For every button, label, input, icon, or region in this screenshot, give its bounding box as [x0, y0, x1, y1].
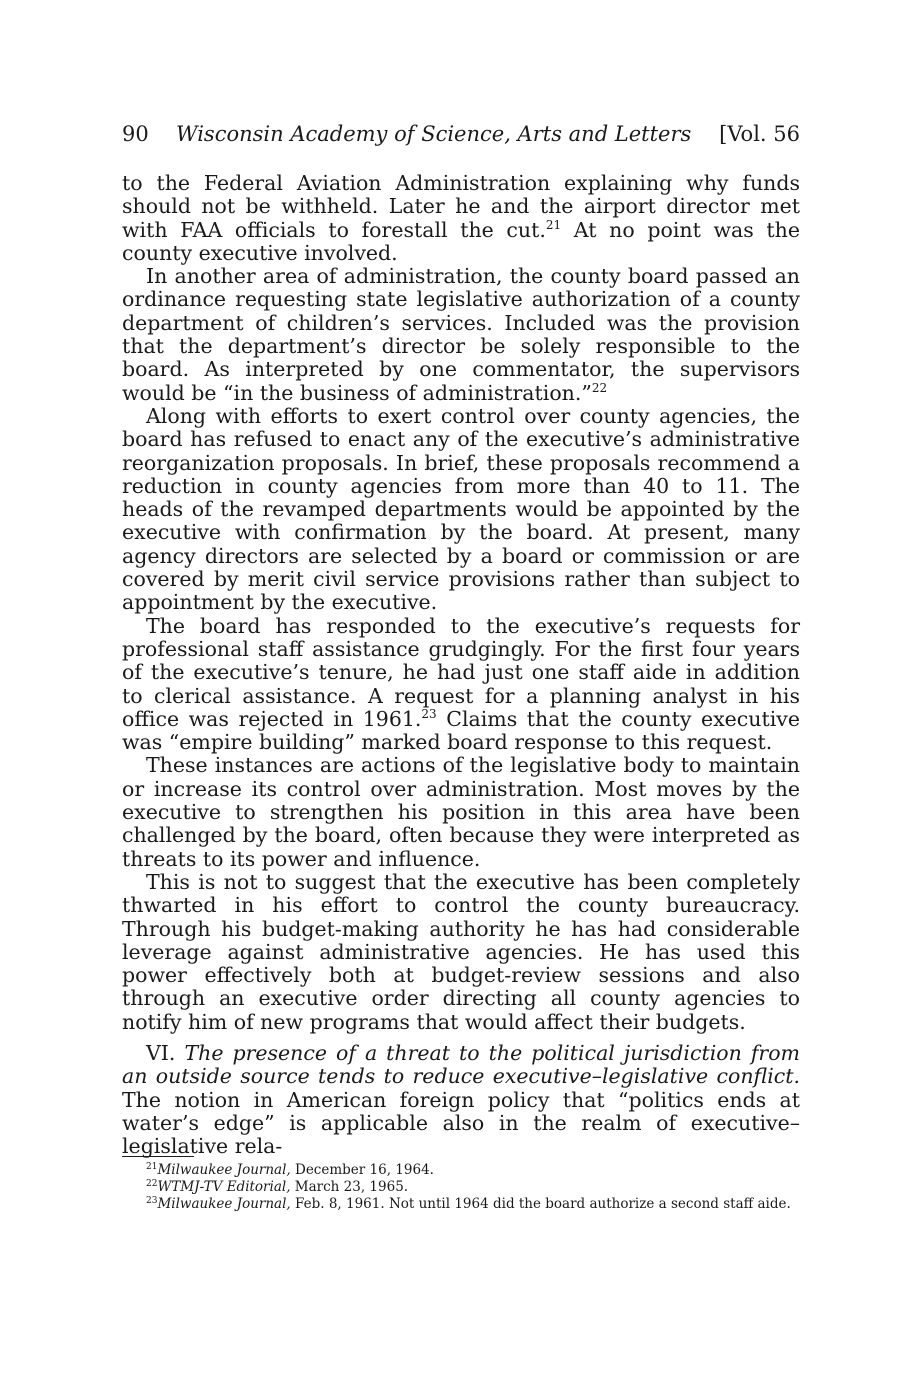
paragraph-3: Along with efforts to exert control over county agencies, the board has refused to enact any of the executive’s administrative reorganization proposals. In brief, these proposals recommend a reduction in county agencies from more than 40 to 11. The heads of the revamped departments would be appointed by the executive with confirmation by the board. At present, many agency directors are selected by a board or commission or are covered by merit civil service provisions rather than subject to appointment by the executive.: [122, 403, 800, 615]
body-text: [122, 172, 800, 1158]
page-number: 90: [122, 122, 149, 146]
footnote-divider: [122, 1156, 194, 1157]
footnotes: [122, 1162, 800, 1213]
paragraph-7-proposition: VI. The presence of a threat to the political jurisdiction from an outside source tends to reduce executive–legislative conflict. The notion in American foreign policy that “politics ends at water’s edge” is applicable also in the realm of executive–legislative rela-: [122, 1040, 800, 1159]
footnote-ref-21: 21: [545, 217, 562, 232]
volume-label: [Vol. 56: [719, 122, 800, 146]
paragraph-4: The board has responded to the executive’s requests for professional staff assistance grudgingly. For the first four years of the executive’s tenure, he had just one staff aide in addition to clerical assistance. A request for a planning analyst in his office was rejected in 1961.23 Claims that the county executive was “empire building” marked board response to this request.: [122, 613, 800, 755]
journal-title: Wisconsin Academy of Science, Arts and Letters: [176, 122, 692, 146]
paragraph-5: These instances are actions of the legislative body to maintain or increase its control over administration. Most moves by the executive to strengthen his position in this area have been challenged by the board, often because they were interpreted as threats to its power and influence.: [122, 753, 800, 871]
proposition-numeral: VI.: [146, 1040, 185, 1065]
footnote-ref-22: 22: [591, 380, 608, 395]
footnote-21: $^{21}$Milwaukee Journal, December 16, 1964.: [146, 1162, 434, 1178]
footnote-22: $^{22}$WTMJ-TV Editorial, March 23, 1965.: [146, 1179, 409, 1195]
paragraph-2: In another area of administration, the county board passed an ordinance requesting state legislative authorization of a county department of children’s services. Included was the provision that the department’s director be solely responsible to the board. As interpreted by one commentator, the supervisors would be “in the business of administration.”$^{22}$: [122, 264, 800, 405]
proposition-heading: The presence of a threat to the political jurisdiction from an outside source tends to reduce executive–legislative conflict.: [122, 1040, 800, 1089]
paragraph-1: to the Federal Aviation Administration explaining why funds should not be withheld. Later he and the airport director met with FAA officials to forestall the cut.$^{21}$ At no point was the county executive involved.: [122, 171, 800, 265]
footnote-ref-23: 23: [421, 706, 437, 721]
footnote-23: $^{23}$Milwaukee Journal, Feb. 8, 1961. Not until 1964 did the board authorize a second staff aide.: [146, 1196, 791, 1212]
paragraph-6: This is not to suggest that the executive has been completely thwarted in his effort to control the county bureaucracy. Through his budget-making authority he has had considerable leverage against administrative agencies. He has used this power effectively both at budget-review sessions and also through an executive order directing all county agencies to notify him of new programs that would affect their budgets.: [122, 869, 800, 1034]
